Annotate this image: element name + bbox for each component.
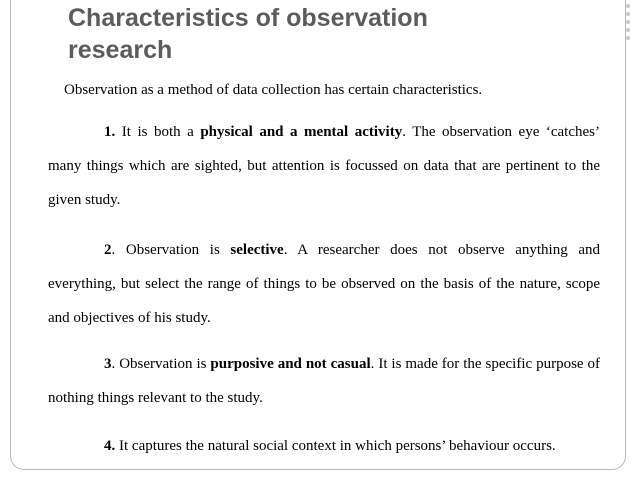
slide-title-line1: Characteristics of observation: [68, 4, 428, 32]
characteristics-list: [48, 115, 600, 479]
point-text: . Observation is: [111, 356, 211, 372]
dot: [626, 36, 630, 40]
dot: [626, 28, 630, 32]
point-text: . Observation is: [111, 242, 231, 258]
point-emphasis: physical and a mental activity: [200, 124, 403, 140]
dot: [626, 4, 630, 8]
characteristic-point-2: [48, 233, 600, 335]
characteristic-point-1: [48, 115, 600, 217]
slide-title: [68, 2, 568, 66]
point-number: 3: [104, 356, 112, 372]
point-number: 2: [104, 242, 112, 258]
point-emphasis: selective: [230, 242, 284, 258]
slide-title-line2: research: [68, 36, 173, 64]
point-text: . A researcher does not observe anything and everything, but select the range of things to be observed on the basis of the nature, scope and objectives of his study.: [48, 242, 600, 326]
point-text: It is both a: [115, 124, 201, 140]
point-text: It captures the natural social context in which persons’ behaviour occurs.: [115, 438, 556, 454]
corner-dots-decoration: [626, 4, 630, 40]
point-number: 1.: [104, 124, 116, 140]
intro-text: Observation as a method of data collection has certain characteristics.: [64, 82, 483, 98]
point-emphasis: purposive and not casual: [210, 356, 371, 372]
point-text: . The observation eye ‘catches’ many things which are sighted, but attention is focussed on data that are pertinent to the given study.: [48, 124, 600, 208]
dot: [626, 12, 630, 16]
characteristic-point-4: [48, 429, 600, 463]
point-text: . It is made for the specific purpose of nothing things relevant to the study.: [48, 356, 601, 406]
point-number: 4.: [104, 438, 116, 454]
dot: [626, 20, 630, 24]
characteristic-point-3: [48, 347, 600, 415]
